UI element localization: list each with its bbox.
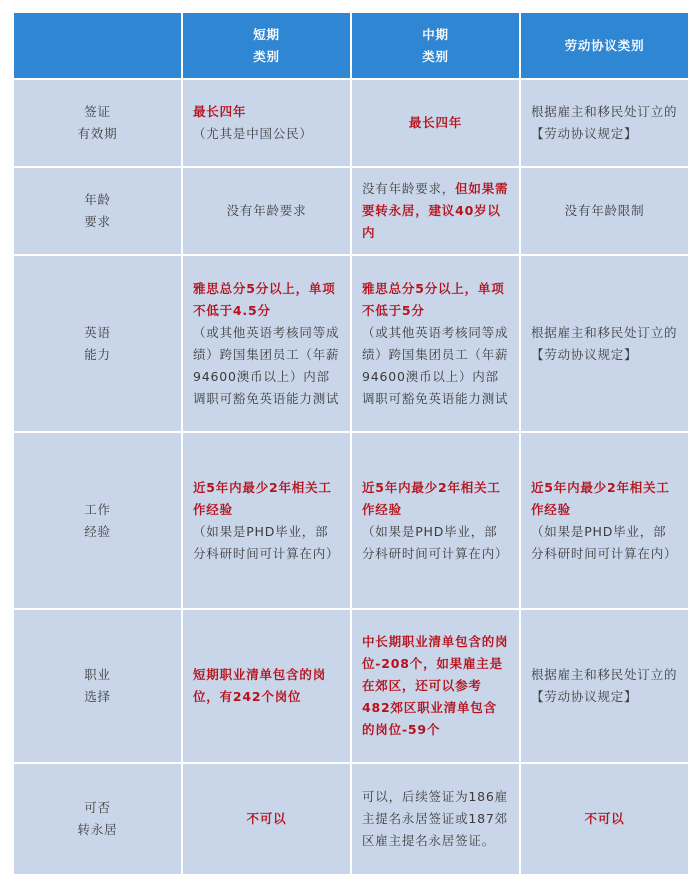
cell-labour-validity-text: 根据雇主和移民处订立的【劳动协议规定】 bbox=[531, 104, 678, 141]
cell-labour-english-text: 根据雇主和移民处订立的【劳动协议规定】 bbox=[531, 324, 678, 362]
cell-medium-occupation bbox=[352, 610, 519, 762]
cell-medium-validity-highlight: 最长四年 bbox=[408, 115, 463, 130]
cell-labour-pr bbox=[521, 764, 688, 874]
cell-medium-english bbox=[352, 256, 519, 431]
cell-short-experience bbox=[183, 433, 350, 608]
cell-medium-age bbox=[352, 168, 519, 254]
cell-short-validity-highlight: 最长四年 bbox=[193, 104, 247, 119]
cell-labour-english bbox=[521, 256, 688, 431]
cell-medium-experience bbox=[352, 433, 519, 608]
cell-labour-occupation bbox=[521, 610, 688, 762]
cell-short-pr-text: 不可以 bbox=[246, 811, 287, 826]
cell-medium-experience-note: （如果是PHD毕业，部分科研时间可计算在内） bbox=[362, 523, 509, 561]
cell-short-english-note: （或其他英语考核同等成绩）跨国集团员工（年薪94600澳币以上）内部调职可豁免英语能力测试 bbox=[193, 324, 340, 406]
cell-medium-english-note: （或其他英语考核同等成绩）跨国集团员工（年薪94600澳币以上）内部调职可豁免英语能力测试 bbox=[362, 324, 509, 406]
cell-labour-age-text: 没有年龄限制 bbox=[564, 203, 645, 218]
cell-short-english-highlight: 雅思总分5分以上，单项不低于4.5分 bbox=[193, 280, 336, 318]
cell-labour-experience-highlight: 近5年内最少2年相关工作经验 bbox=[531, 479, 670, 517]
header-medium-term: 中期 类别 bbox=[352, 13, 519, 78]
header-labour-agreement: 劳动协议类别 bbox=[521, 13, 688, 78]
cell-short-occupation bbox=[183, 610, 350, 762]
header-empty bbox=[14, 13, 181, 78]
header-short-term: 短期 类别 bbox=[183, 13, 350, 78]
cell-short-english bbox=[183, 256, 350, 431]
cell-medium-validity bbox=[352, 80, 519, 166]
visa-comparison-table bbox=[14, 13, 688, 874]
cell-medium-experience-highlight: 近5年内最少2年相关工作经验 bbox=[362, 479, 501, 517]
cell-short-occupation-text: 短期职业清单包含的岗位，有242个岗位 bbox=[193, 667, 327, 704]
cell-labour-age bbox=[521, 168, 688, 254]
cell-medium-age-grey: 没有年龄要求， bbox=[362, 181, 456, 196]
cell-short-validity-note: （尤其是中国公民） bbox=[193, 126, 313, 141]
cell-labour-occupation-text: 根据雇主和移民处订立的【劳动协议规定】 bbox=[531, 667, 678, 704]
row-label-visa-validity: 签证 有效期 bbox=[14, 80, 181, 166]
row-label-occupation: 职业 选择 bbox=[14, 610, 181, 762]
cell-short-pr bbox=[183, 764, 350, 874]
cell-labour-experience bbox=[521, 433, 688, 608]
cell-medium-occupation-text: 中长期职业清单包含的岗位-208个，如果雇主是在郊区，还可以参考482郊区职业清单包含的岗位-59个 bbox=[362, 634, 509, 737]
cell-short-age-text: 没有年龄要求 bbox=[226, 203, 307, 218]
cell-medium-pr-text: 可以，后续签证为186雇主提名永居签证或187郊区雇主提名永居签证。 bbox=[362, 789, 508, 848]
cell-labour-experience-note: （如果是PHD毕业，部分科研时间可计算在内） bbox=[531, 523, 678, 561]
cell-medium-age-text bbox=[362, 178, 509, 244]
row-label-permanent-residency: 可否 转永居 bbox=[14, 764, 181, 874]
row-label-english: 英语 能力 bbox=[14, 256, 181, 431]
cell-short-experience-highlight: 近5年内最少2年相关工作经验 bbox=[193, 479, 332, 517]
cell-labour-validity bbox=[521, 80, 688, 166]
cell-short-age bbox=[183, 168, 350, 254]
cell-short-validity bbox=[183, 80, 350, 166]
cell-labour-pr-text: 不可以 bbox=[584, 811, 625, 826]
row-label-age: 年龄 要求 bbox=[14, 168, 181, 254]
row-label-work-experience: 工作 经验 bbox=[14, 433, 181, 608]
cell-medium-pr bbox=[352, 764, 519, 874]
cell-medium-english-highlight: 雅思总分5分以上，单项不低于5分 bbox=[362, 280, 505, 318]
cell-short-experience-note: （如果是PHD毕业，部分科研时间可计算在内） bbox=[193, 523, 340, 561]
cell-medium-age-red: 但如果需要转永居，建议40岁以内 bbox=[362, 181, 509, 240]
